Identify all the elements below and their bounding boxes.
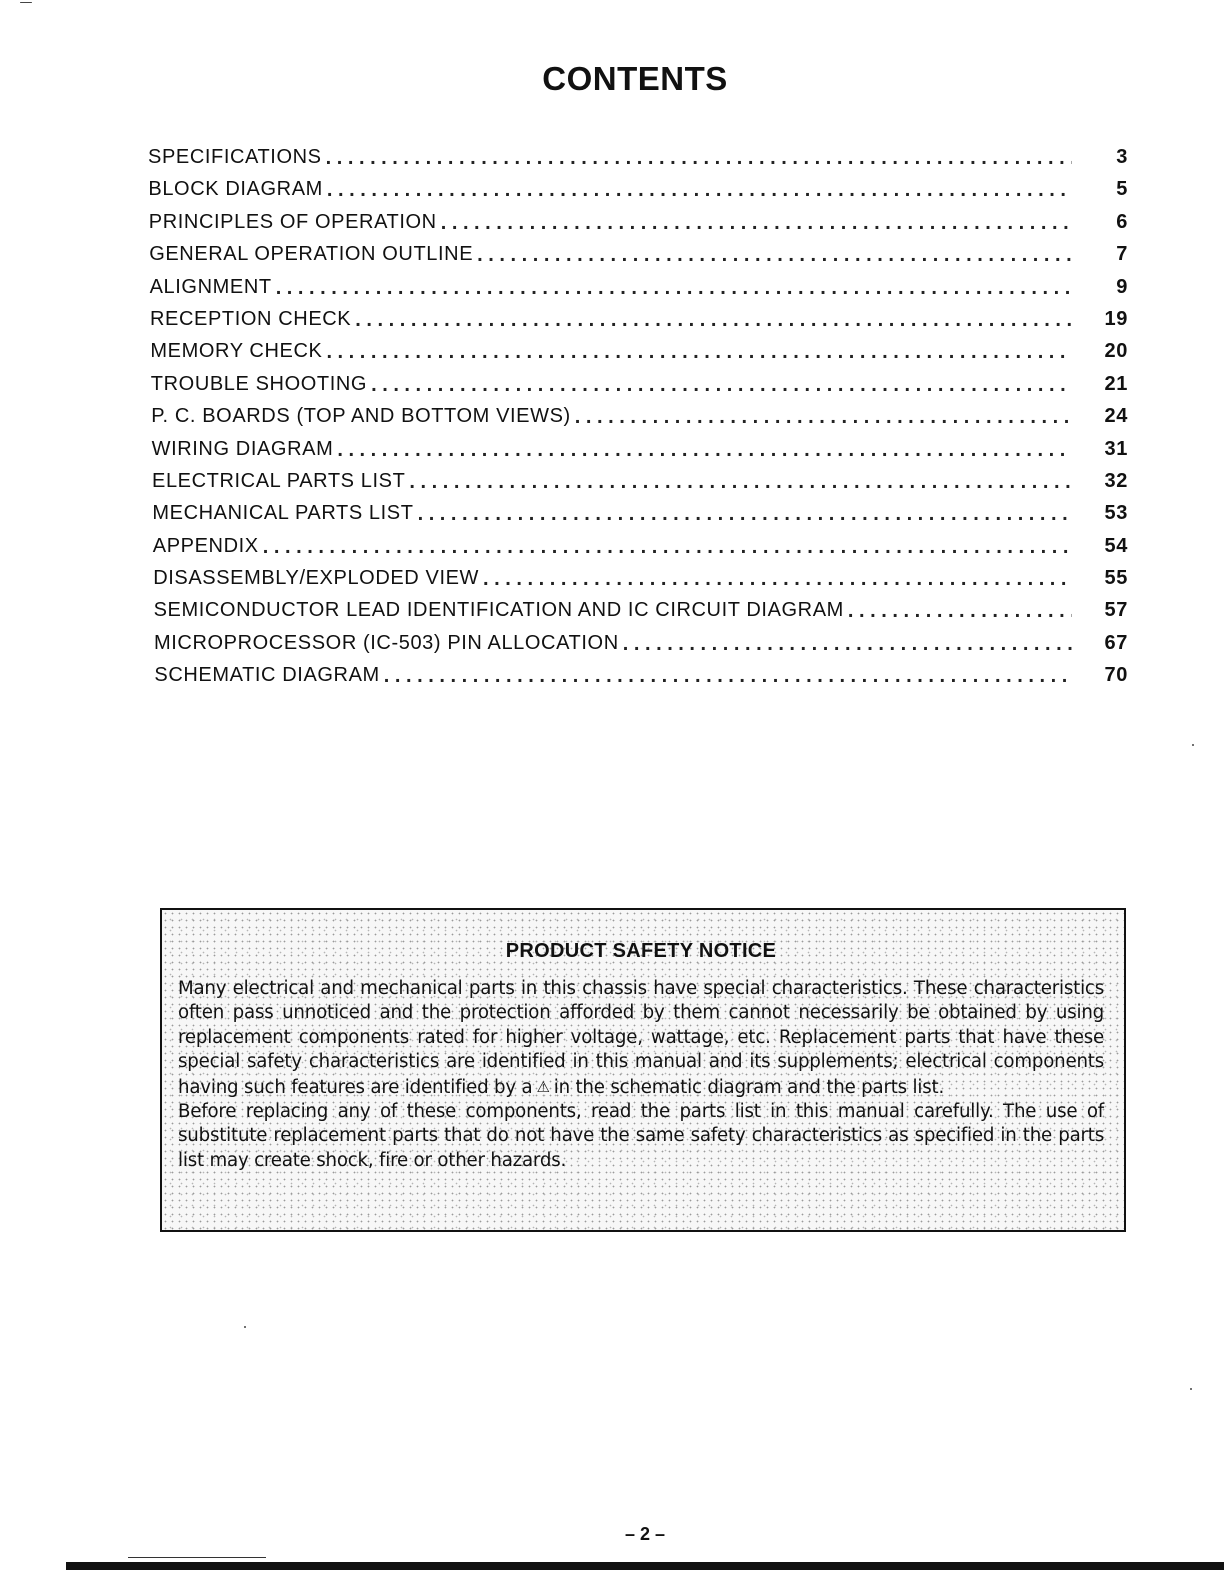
toc-entry-page: 20 <box>1104 340 1128 363</box>
toc-leader-dots <box>326 147 1072 167</box>
notice-text-part-1: Many electrical and mechanical parts in this chassis have special characteristics. These characteristics often pass unnoticed and the protection afforded by them cannot necessarily be obtained by using replacement components rated for higher voltage, wattage, etc. Replacement parts that have these special safety characteristics are identified in this manual and its supplements; electrical components having such features are identified by a <box>178 978 1104 1098</box>
toc-entry <box>148 373 1128 405</box>
table-of-contents <box>148 146 1128 697</box>
toc-entry <box>148 308 1128 340</box>
toc-entry <box>148 243 1128 275</box>
scan-speck <box>244 1326 246 1328</box>
toc-entry <box>148 502 1128 534</box>
toc-entry <box>148 470 1128 502</box>
footer-rule <box>66 1562 1224 1570</box>
toc-entry-label: APPENDIX <box>152 534 259 557</box>
toc-entry-page: 70 <box>1104 664 1128 687</box>
toc-entry-label: DISASSEMBLY/EXPLODED VIEW <box>153 567 480 590</box>
toc-entry-label: ALIGNMENT <box>149 275 272 298</box>
toc-entry-page: 24 <box>1104 405 1128 428</box>
toc-leader-dots <box>409 471 1072 491</box>
toc-entry-page: 9 <box>1116 275 1128 298</box>
toc-entry <box>148 405 1128 437</box>
warning-triangle-icon: ⚠ <box>536 1077 550 1096</box>
toc-entry-label: MEMORY CHECK <box>150 340 323 363</box>
toc-leader-dots <box>337 439 1072 459</box>
toc-entry <box>148 276 1128 308</box>
notice-paragraph-2: Before replacing any of these components, read the parts list in this manual carefully. The use of substitute replacement parts that do not have the same safety characteristics as specified in the parts list may create shock, fire or other hazards. <box>178 1101 1104 1171</box>
toc-leader-dots <box>575 406 1072 426</box>
toc-entry-label: WIRING DIAGRAM <box>151 437 334 460</box>
toc-entry-page: 57 <box>1104 599 1128 622</box>
scan-speck <box>20 2 32 3</box>
toc-entry <box>148 178 1128 210</box>
toc-entry-page: 5 <box>1116 178 1128 201</box>
toc-entry-page: 31 <box>1104 437 1128 460</box>
toc-entry-page: 32 <box>1104 469 1128 492</box>
toc-entry-label: SPECIFICATIONS <box>148 146 322 168</box>
product-safety-notice <box>160 908 1126 1232</box>
toc-entry <box>148 340 1128 372</box>
toc-leader-dots <box>418 503 1072 523</box>
toc-entry-label: P. C. BOARDS (TOP AND BOTTOM VIEWS) <box>151 405 571 428</box>
toc-entry <box>148 146 1128 178</box>
toc-leader-dots <box>384 665 1072 685</box>
notice-heading: PRODUCT SAFETY NOTICE <box>505 940 777 962</box>
notice-paragraph-1 <box>178 977 1104 1100</box>
toc-entry-label: RECEPTION CHECK <box>150 307 352 330</box>
toc-leader-dots <box>355 309 1072 329</box>
toc-leader-dots <box>441 212 1072 232</box>
page-title: CONTENTS <box>542 60 728 97</box>
toc-entry-label: PRINCIPLES OF OPERATION <box>148 210 437 233</box>
toc-leader-dots <box>371 374 1072 394</box>
toc-entry <box>148 632 1128 664</box>
toc-entry-label: ELECTRICAL PARTS LIST <box>152 469 406 492</box>
scan-speck <box>1192 744 1194 746</box>
toc-entry-page: 3 <box>1116 146 1128 168</box>
toc-leader-dots <box>276 277 1072 297</box>
toc-leader-dots <box>623 633 1072 653</box>
toc-entry-page: 55 <box>1104 567 1128 590</box>
page-number: – 2 – <box>624 1524 666 1544</box>
toc-leader-dots <box>477 244 1072 264</box>
toc-entry-page: 21 <box>1104 372 1128 395</box>
toc-entry <box>148 664 1128 696</box>
toc-entry <box>148 211 1128 243</box>
toc-entry <box>148 599 1128 631</box>
toc-entry-label: TROUBLE SHOOTING <box>150 372 368 395</box>
toc-entry-page: 67 <box>1104 631 1128 654</box>
toc-entry <box>148 535 1128 567</box>
toc-leader-dots <box>848 600 1072 620</box>
toc-entry <box>148 567 1128 599</box>
toc-entry-label: BLOCK DIAGRAM <box>148 178 323 201</box>
toc-leader-dots <box>327 179 1072 199</box>
toc-entry-page: 54 <box>1104 534 1128 557</box>
toc-entry-label: SEMICONDUCTOR LEAD IDENTIFICATION AND IC CIRCUIT DIAGRAM <box>153 599 844 622</box>
footer-thin-rule <box>128 1557 266 1558</box>
toc-leader-dots <box>263 536 1072 556</box>
toc-entry-label: GENERAL OPERATION OUTLINE <box>149 243 474 266</box>
toc-entry-page: 7 <box>1116 243 1128 266</box>
toc-entry-label: MECHANICAL PARTS LIST <box>152 502 414 525</box>
toc-entry-page: 19 <box>1104 307 1128 330</box>
toc-entry-page: 53 <box>1104 502 1128 525</box>
toc-entry-label: MICROPROCESSOR (IC-503) PIN ALLOCATION <box>154 631 619 654</box>
notice-text-part-2: in the schematic diagram and the parts list. <box>553 1076 945 1098</box>
toc-entry-label: SCHEMATIC DIAGRAM <box>154 664 380 687</box>
toc-leader-dots <box>326 341 1072 361</box>
scan-speck <box>1190 1388 1192 1390</box>
toc-entry-page: 6 <box>1116 210 1128 233</box>
toc-leader-dots <box>483 568 1072 588</box>
toc-entry <box>148 438 1128 470</box>
